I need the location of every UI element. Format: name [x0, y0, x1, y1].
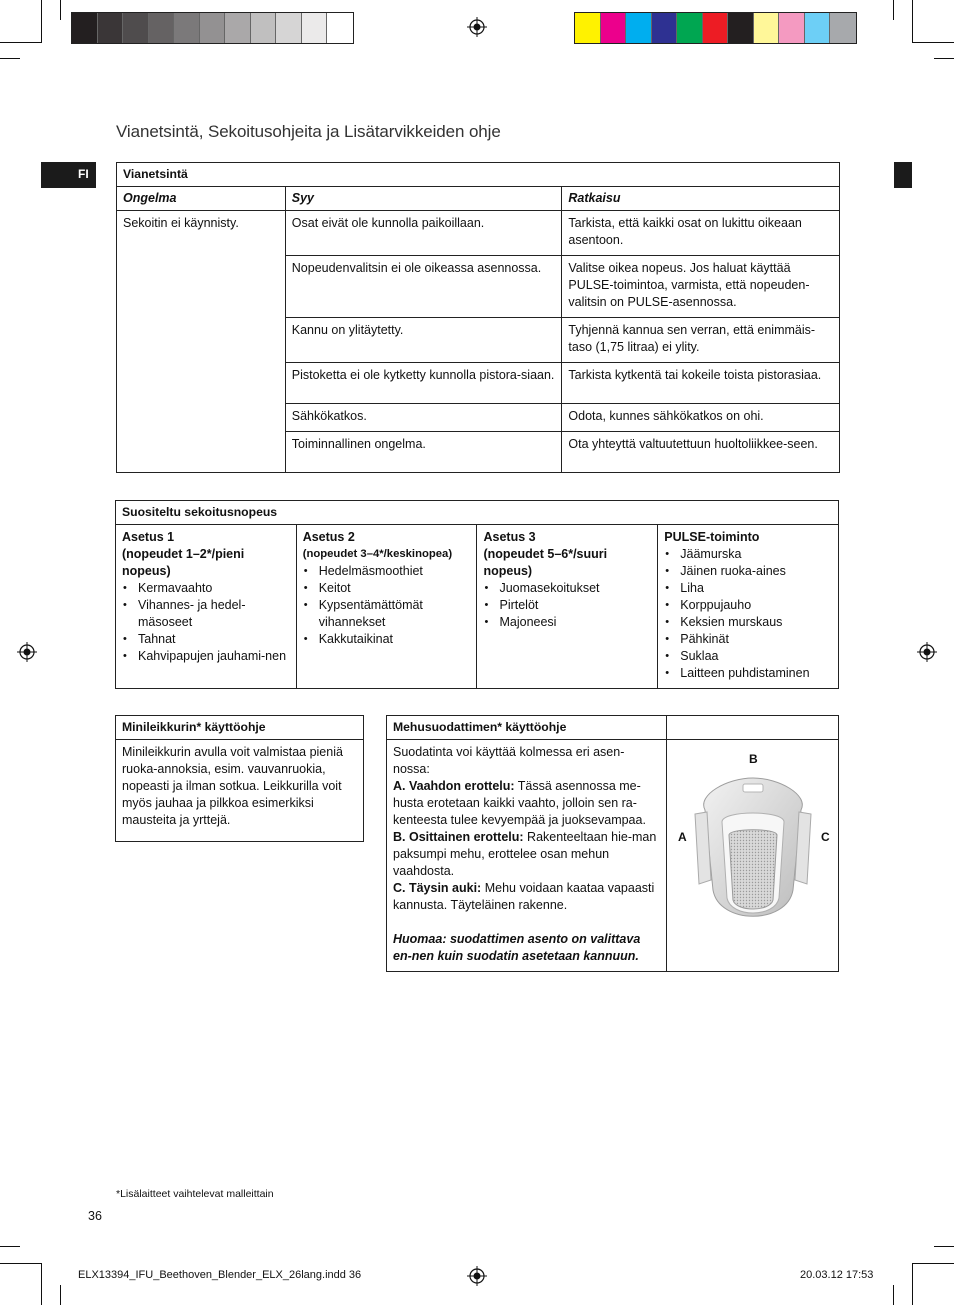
- position-a: [393, 778, 660, 829]
- list-item: • Liha: [664, 580, 832, 597]
- position-c-label: C. Täysin auki:: [393, 881, 482, 895]
- slug-date: 20.03.12 17:53: [800, 1269, 874, 1281]
- color-swatch: [652, 13, 678, 43]
- cause-cell: Sähkökatkos.: [285, 404, 562, 432]
- gray-swatch: [149, 13, 175, 43]
- list-item: • Suklaa: [664, 648, 832, 665]
- problem-cell: Sekoitin ei käynnisty.: [117, 211, 286, 473]
- crop-mark: [912, 1263, 913, 1305]
- position-a-text: Tässä asennossa me-husta erotetaan kaikki vaahto, jolloin sen ra-kenteesta tulee kevyempää ja juoksevampaa.: [393, 779, 646, 827]
- gray-swatch: [251, 13, 277, 43]
- list-item: • Vihannes- ja hedel-mäsoseet: [122, 597, 290, 631]
- speed-subheading: (nopeudet 3–4*/keskinopea): [302, 548, 453, 560]
- registration-mark-icon: [917, 642, 937, 662]
- list-item: • Korppujauho: [664, 597, 832, 614]
- solution-cell: Valitse oikea nopeus. Jos haluat käyttää PULSE-toimintoa, varmista, että nopeuden-valitsin on PULSE-asennossa.: [562, 256, 840, 318]
- crop-mark: [893, 1285, 894, 1305]
- list-item: • Laitteen puhdistaminen: [664, 665, 832, 682]
- registration-mark-icon: [17, 642, 37, 662]
- list-item: • Keitot: [303, 580, 471, 597]
- speed-column-3: [477, 525, 658, 689]
- slug-filename: ELX13394_IFU_Beethoven_Blender_ELX_26lang.indd 36: [78, 1269, 362, 1281]
- color-swatch: [677, 13, 703, 43]
- position-a-label: A. Vaahdon erottelu:: [393, 779, 515, 793]
- position-b: [393, 829, 660, 880]
- juice-filter-text: [387, 740, 667, 972]
- position-c: [393, 880, 660, 914]
- figure-label-c: C: [821, 830, 830, 844]
- crop-mark: [912, 42, 954, 43]
- speed-subheading: (nopeudet 1–2*/pieni nopeus): [122, 547, 245, 578]
- cause-cell: Toiminnallinen ongelma.: [285, 432, 562, 473]
- color-swatch: [601, 13, 627, 43]
- gray-swatch: [200, 13, 226, 43]
- minichopper-title: Minileikkurin* käyttöohje: [116, 716, 364, 740]
- list-item: • Kahvipapujen jauhami-nen: [122, 648, 290, 665]
- speed-heading: PULSE-toiminto: [664, 530, 760, 544]
- crop-mark: [0, 42, 42, 43]
- speed-column-1: [116, 525, 297, 689]
- list-item: • Pähkinät: [664, 631, 832, 648]
- solution-cell: Tarkista kytkentä tai kokeile toista pistorasiaa.: [562, 363, 840, 404]
- speed-column-2: [296, 525, 477, 689]
- crop-mark: [0, 58, 20, 59]
- registration-mark-icon: [467, 1266, 487, 1286]
- figure-label-b: B: [749, 752, 758, 766]
- color-swatch: [779, 13, 805, 43]
- column-header-problem: Ongelma: [117, 187, 286, 211]
- crop-mark: [893, 0, 894, 20]
- color-swatch: [575, 13, 601, 43]
- juice-filter-illustration: [667, 740, 838, 968]
- cause-cell: Osat eivät ole kunnolla paikoillaan.: [285, 211, 562, 256]
- juice-filter-table: [386, 715, 839, 972]
- crop-mark: [41, 0, 42, 42]
- speed-subheading: (nopeudet 5–6*/suuri nopeus): [483, 547, 608, 578]
- process-color-bar: [574, 12, 857, 44]
- speed-column-4: [658, 525, 839, 689]
- position-b-text: Rakenteeltaan hie-man paksumpi mehu, erottelee osan mehun vaahdosta.: [393, 830, 657, 878]
- troubleshooting-title: Vianetsintä: [117, 163, 840, 187]
- column-header-solution: Ratkaisu: [562, 187, 840, 211]
- speed-table-title: Suositeltu sekoitusnopeus: [116, 501, 839, 525]
- crop-mark: [934, 58, 954, 59]
- list-item: • Keksien murskaus: [664, 614, 832, 631]
- speed-table: [115, 500, 839, 689]
- page-number: 36: [88, 1209, 102, 1223]
- grayscale-color-bar: [71, 12, 354, 44]
- position-c-text: Mehu voidaan kaataa vapaasti kannusta. Täyteläinen rakenne.: [393, 881, 655, 912]
- troubleshooting-table: [116, 162, 840, 473]
- footnote: *Lisälaitteet vaihtelevat malleittain: [116, 1188, 274, 1200]
- crop-mark: [0, 1246, 20, 1247]
- crop-mark: [912, 0, 913, 42]
- juice-filter-title: Mehusuodattimen* käyttöohje: [387, 716, 667, 740]
- list-item: • Pirtelöt: [483, 597, 651, 614]
- solution-cell: Tarkista, että kaikki osat on lukittu oikeaan asentoon.: [562, 211, 840, 256]
- crop-mark: [912, 1263, 954, 1264]
- color-swatch: [830, 13, 856, 43]
- empty-header-cell: [667, 716, 839, 740]
- gray-swatch: [174, 13, 200, 43]
- minichopper-text: Minileikkurin avulla voit valmistaa pieniä ruoka-annoksia, esim. vauvanruokia, nopeasti ja ilman sotkua. Leikkurilla voit myös jauhaa ja pilkkoa esimerkiksi mausteita ja yrttejä.: [116, 740, 364, 842]
- solution-cell: Tyhjennä kannua sen verran, että enimmäis-taso (1,75 litraa) ei ylity.: [562, 318, 840, 363]
- list-item: • Juomasekoitukset: [483, 580, 651, 597]
- side-tab-marker: [894, 162, 912, 188]
- speed-heading: Asetus 3: [483, 530, 536, 544]
- gray-swatch: [225, 13, 251, 43]
- gray-swatch: [276, 13, 302, 43]
- minichopper-table: [115, 715, 364, 842]
- crop-mark: [934, 1246, 954, 1247]
- juice-filter-intro: Suodatinta voi käyttää kolmessa eri asen-nossa:: [393, 745, 625, 776]
- language-tab: FI: [41, 162, 96, 188]
- figure-label-a: A: [678, 830, 687, 844]
- page-title: Vianetsintä, Sekoitusohjeita ja Lisätarvikkeiden ohje: [116, 122, 501, 141]
- list-item: • Hedelmäsmoothiet: [303, 563, 471, 580]
- cause-cell: Pistoketta ei ole kytketty kunnolla pistora-siaan.: [285, 363, 562, 404]
- solution-cell: Ota yhteyttä valtuutettuun huoltoliikkee-seen.: [562, 432, 840, 473]
- color-swatch: [703, 13, 729, 43]
- list-item: • Jäinen ruoka-aines: [664, 563, 832, 580]
- position-b-label: B. Osittainen erottelu:: [393, 830, 524, 844]
- speed-heading: Asetus 1: [122, 530, 175, 544]
- cause-cell: Nopeudenvalitsin ei ole oikeassa asennossa.: [285, 256, 562, 318]
- gray-swatch: [327, 13, 353, 43]
- solution-cell: Odota, kunnes sähkökatkos on ohi.: [562, 404, 840, 432]
- gray-swatch: [302, 13, 328, 43]
- color-swatch: [754, 13, 780, 43]
- list-item: • Kakkutaikinat: [303, 631, 471, 648]
- crop-mark: [41, 1263, 42, 1305]
- crop-mark: [60, 0, 61, 20]
- list-item: • Kermavaahto: [122, 580, 290, 597]
- gray-swatch: [98, 13, 124, 43]
- color-swatch: [728, 13, 754, 43]
- juice-filter-note: Huomaa: suodattimen asento on valittava en-nen kuin suodatin asetetaan kannuun.: [393, 932, 641, 963]
- crop-mark: [60, 1285, 61, 1305]
- registration-mark-icon: [467, 17, 487, 37]
- column-header-cause: Syy: [285, 187, 562, 211]
- color-swatch: [805, 13, 831, 43]
- juice-filter-figure-cell: [667, 740, 839, 972]
- list-item: • Tahnat: [122, 631, 290, 648]
- crop-mark: [0, 1263, 42, 1264]
- gray-swatch: [72, 13, 98, 43]
- color-swatch: [626, 13, 652, 43]
- gray-swatch: [123, 13, 149, 43]
- list-item: • Jäämurska: [664, 546, 832, 563]
- speed-heading: Asetus 2: [302, 530, 355, 544]
- table-row: [117, 211, 840, 256]
- cause-cell: Kannu on ylitäytetty.: [285, 318, 562, 363]
- list-item: • Majoneesi: [483, 614, 651, 631]
- list-item: • Kypsentämättömät vihannekset: [303, 597, 471, 631]
